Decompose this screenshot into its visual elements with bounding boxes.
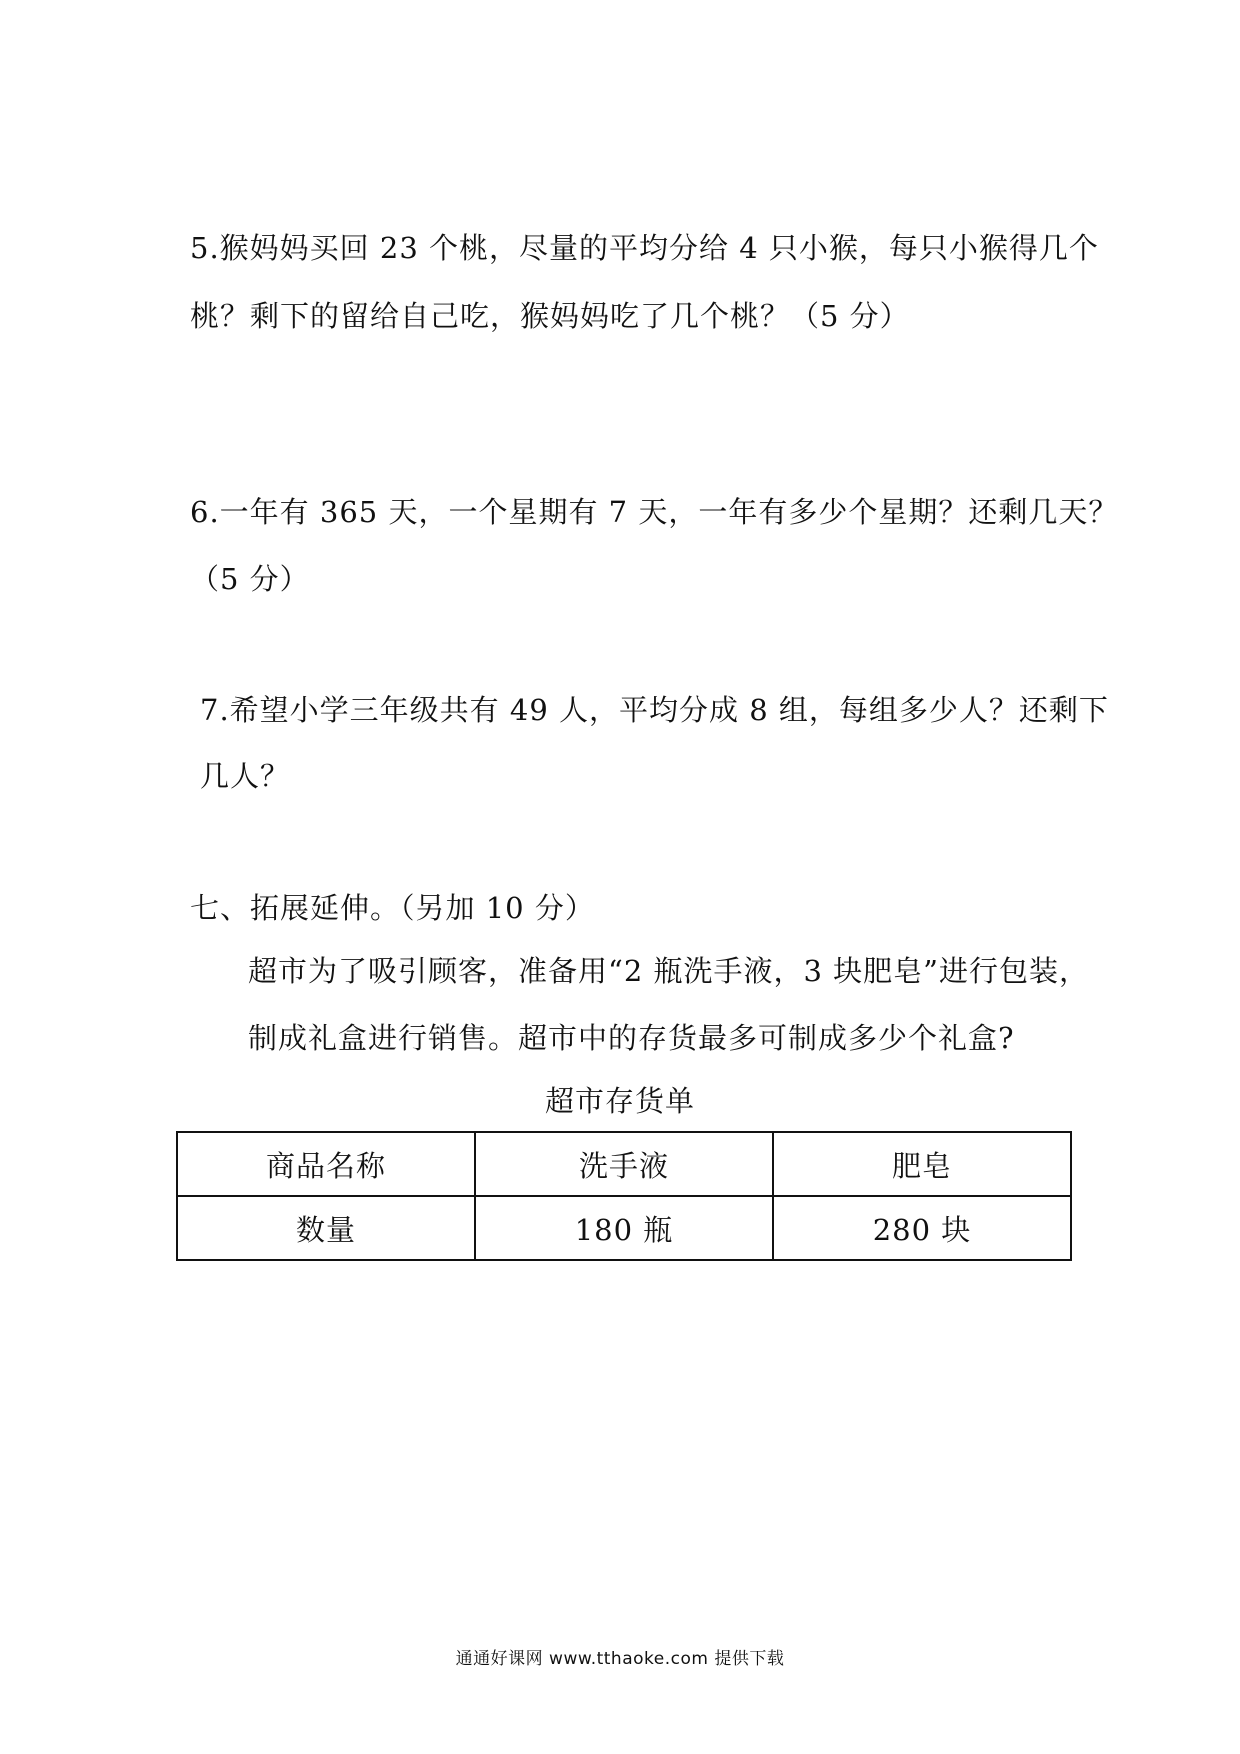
question-6-line-2: （5 分） xyxy=(190,562,310,596)
question-5-line-1: 5.猴妈妈买回 23 个桃，尽量的平均分给 4 只小猴，每只小猴得几个 xyxy=(190,231,1099,265)
question-5-line-2: 桃？剩下的留给自己吃，猴妈妈吃了几个桃？（5 分） xyxy=(190,299,910,333)
page-footer: 通通好课网 www.tthaoke.com 提供下载 xyxy=(455,1649,785,1669)
inventory-table-title: 超市存货单 xyxy=(544,1084,695,1118)
table-row xyxy=(177,1196,1071,1260)
question-7-line-2: 几人？ xyxy=(200,759,291,793)
section-7-text-line-1: 超市为了吸引顾客，准备用“2 瓶洗手液，3 块肥皂”进行包装， xyxy=(248,954,1089,988)
question-6-line-1: 6.一年有 365 天，一个星期有 7 天，一年有多少个星期？还剩几天？ xyxy=(190,495,1119,529)
header-cell-product-name: 商品名称 xyxy=(177,1132,475,1196)
header-cell-hand-soap: 洗手液 xyxy=(475,1132,773,1196)
question-7-line-1: 7.希望小学三年级共有 49 人，平均分成 8 组，每组多少人？还剩下 xyxy=(200,693,1109,727)
section-7-text-line-2: 制成礼盒进行销售。超市中的存货最多可制成多少个礼盒? xyxy=(248,1021,1015,1055)
header-cell-soap: 肥皂 xyxy=(773,1132,1071,1196)
cell-quantity-label: 数量 xyxy=(177,1196,475,1260)
cell-soap-quantity: 280 块 xyxy=(773,1196,1071,1260)
table-header-row xyxy=(177,1132,1071,1196)
inventory-table xyxy=(176,1131,1072,1261)
cell-hand-soap-quantity: 180 瓶 xyxy=(475,1196,773,1260)
section-7-heading: 七、拓展延伸。（另加 10 分） xyxy=(190,891,595,925)
